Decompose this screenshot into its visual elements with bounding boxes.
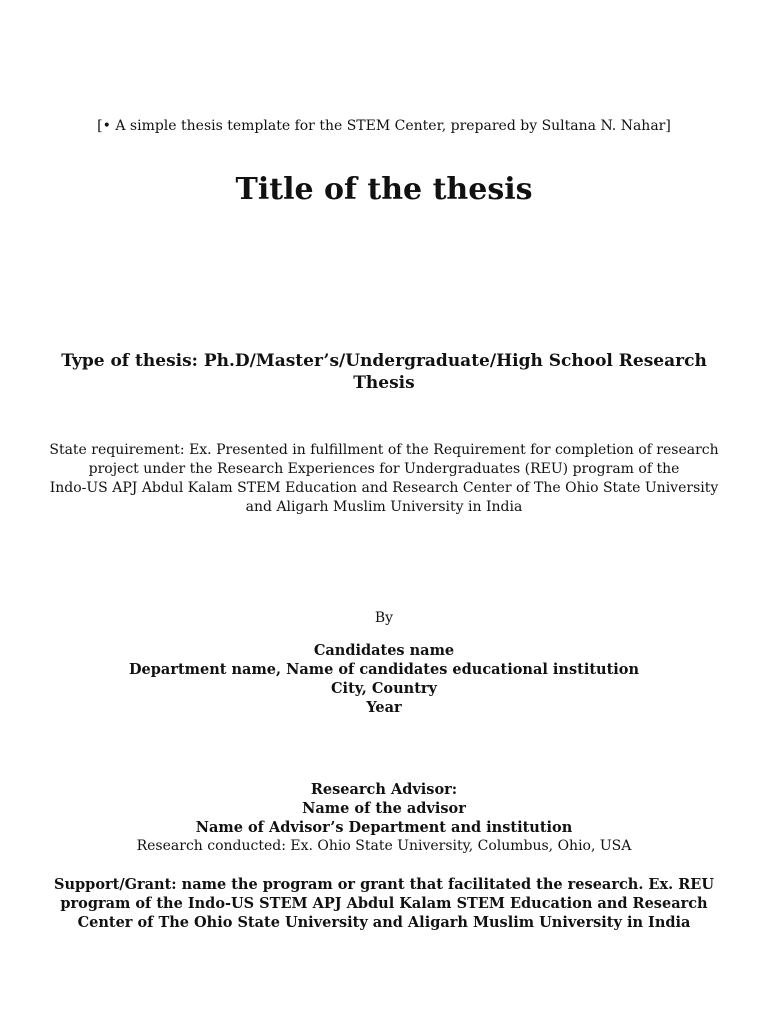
grant-statement xyxy=(0,875,768,932)
candidate-location: City, Country xyxy=(331,680,437,697)
requirement-line: State requirement: Ex. Presented in fulfillment of the Requirement for completion of research xyxy=(49,442,719,458)
thesis-title: Title of the thesis xyxy=(235,172,533,207)
thesis-type-line: Thesis xyxy=(353,373,415,393)
candidate-block xyxy=(0,641,768,717)
grant-line: program of the Indo-US STEM APJ Abdul Kalam STEM Education and Research xyxy=(60,895,708,912)
thesis-type-line: Type of thesis: Ph.D/Master’s/Undergraduate/High School Research xyxy=(61,351,707,371)
requirement-statement xyxy=(0,441,768,517)
candidate-year: Year xyxy=(366,699,402,716)
template-note: [• A simple thesis template for the STEM Center, prepared by Sultana N. Nahar] xyxy=(97,118,671,134)
advisor-heading: Research Advisor: xyxy=(310,781,458,798)
by-label: By xyxy=(374,610,394,626)
requirement-line: project under the Research Experiences for Undergraduates (REU) program of the xyxy=(88,461,680,477)
advisor-name: Name of the advisor xyxy=(302,800,466,817)
requirement-line: and Aligarh Muslim University in India xyxy=(245,499,523,515)
grant-line: Support/Grant: name the program or grant that facilitated the research. Ex. REU xyxy=(54,876,714,893)
candidate-name: Candidates name xyxy=(313,642,455,659)
advisor-department: Name of Advisor’s Department and institution xyxy=(195,819,573,836)
advisor-block xyxy=(0,780,768,856)
candidate-department: Department name, Name of candidates educational institution xyxy=(128,661,639,678)
research-location: Research conducted: Ex. Ohio State University, Columbus, Ohio, USA xyxy=(136,838,632,854)
requirement-line: Indo-US APJ Abdul Kalam STEM Education and Research Center of The Ohio State University xyxy=(49,480,719,496)
thesis-type xyxy=(0,350,768,394)
grant-line: Center of The Ohio State University and Aligarh Muslim University in India xyxy=(77,914,691,931)
